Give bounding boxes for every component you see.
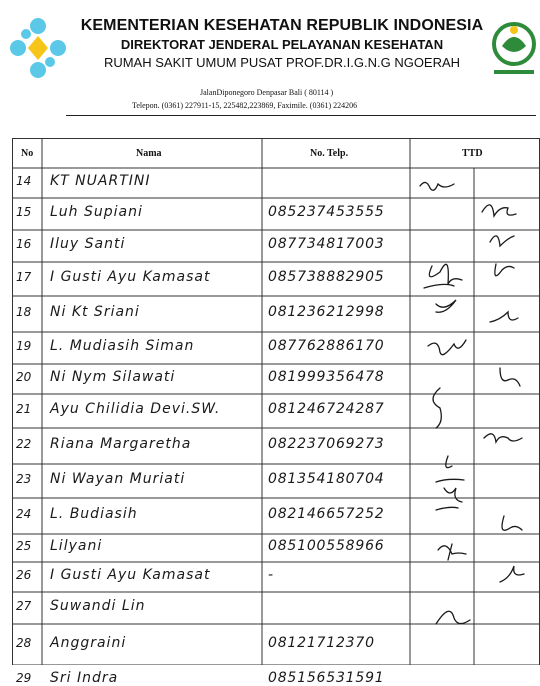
row-number: 27 [16, 599, 32, 613]
row-phone: 087734817003 [268, 236, 385, 252]
row-number: 29 [16, 671, 32, 685]
row-number: 17 [16, 270, 32, 284]
column-header-signature: TTD [462, 148, 483, 159]
row-phone: 081236212998 [268, 304, 385, 320]
row-name: I Gusti Ayu Kamasat [50, 567, 211, 583]
column-header-no: No [21, 148, 34, 159]
row-name: Ni Kt Sriani [50, 304, 140, 320]
row-phone: 085156531591 [268, 670, 385, 686]
column-header-name: Nama [136, 148, 162, 159]
row-name: Ni Nym Silawati [50, 369, 176, 385]
row-phone: 082237069273 [268, 436, 385, 452]
row-number: 19 [16, 339, 32, 353]
hospital-telephone: Telepon. (0361) 227911-15, 225482,223869, Faximile. (0361) 224206 [132, 101, 358, 110]
letterhead [0, 0, 540, 118]
row-name: L. Budiasih [50, 506, 138, 522]
row-name: Anggraini [50, 635, 127, 651]
attendance-table [12, 138, 540, 686]
row-name: Ni Wayan Muriati [50, 471, 186, 487]
ministry-of-health-logo [2, 12, 74, 84]
row-name: Ayu Chilidia Devi.SW. [50, 401, 221, 417]
row-phone: 081999356478 [268, 369, 385, 385]
letterhead-divider [66, 115, 536, 116]
row-number: 25 [16, 539, 32, 553]
row-phone: 081246724287 [268, 401, 385, 417]
row-phone: 081354180704 [268, 471, 385, 487]
row-number: 18 [16, 305, 32, 319]
row-number: 24 [16, 507, 32, 521]
row-number: 26 [16, 568, 32, 582]
row-number: 20 [16, 370, 32, 384]
row-phone: 085100558966 [268, 538, 385, 554]
row-name: Luh Supiani [50, 204, 143, 220]
row-number: 28 [16, 636, 32, 650]
hospital-emblem-logo [488, 14, 540, 84]
row-phone: 082146657252 [268, 506, 385, 522]
row-number: 14 [16, 174, 32, 188]
row-name: KT NUARTINI [50, 173, 151, 189]
row-phone: 08121712370 [268, 635, 375, 651]
row-name: Iluy Santi [50, 236, 126, 252]
hospital-address: JalanDiponegoro Denpasar Bali ( 80114 ) [200, 88, 334, 97]
ministry-title: KEMENTERIAN KESEHATAN REPUBLIK INDONESIA [80, 17, 484, 34]
row-phone: 087762886170 [268, 338, 385, 354]
row-name: Riana Margaretha [50, 436, 192, 452]
hospital-name: RUMAH SAKIT UMUM PUSAT PROF.DR.I.G.N.G NGOERAH [103, 55, 461, 70]
column-header-phone: No. Telp. [310, 148, 349, 159]
row-number: 15 [16, 205, 32, 219]
row-number: 16 [16, 237, 32, 251]
row-name: Sri Indra [50, 670, 119, 686]
row-phone: - [268, 567, 274, 583]
row-number: 23 [16, 472, 32, 486]
row-phone: 085237453555 [268, 204, 385, 220]
row-name: I Gusti Ayu Kamasat [50, 269, 211, 285]
letterhead-text [74, 16, 490, 72]
row-number: 22 [16, 437, 32, 451]
row-phone: 085738882905 [268, 269, 385, 285]
directorate-title: DIREKTORAT JENDERAL PELAYANAN KESEHATAN [120, 37, 444, 52]
row-number: 21 [16, 402, 32, 416]
row-name: Suwandi Lin [50, 598, 146, 614]
row-name: Lilyani [50, 538, 103, 554]
row-name: L. Mudiasih Siman [50, 338, 195, 354]
